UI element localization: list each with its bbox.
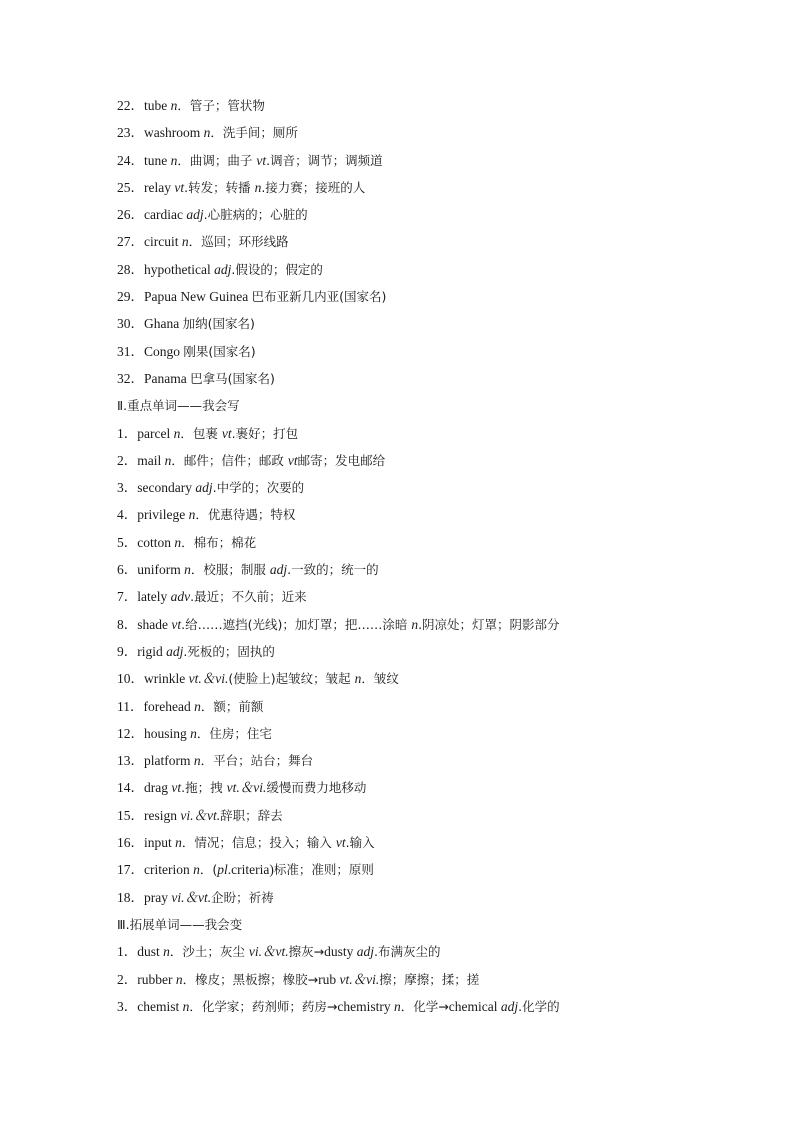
chinese-meaning: ．曲调；曲子 — [177, 152, 257, 168]
vocab-entry — [117, 720, 757, 747]
chinese-meaning: .阴凉处；灯罩；阴影部分 — [418, 616, 560, 632]
english-word: rub — [318, 971, 340, 987]
english-word: chemistry — [337, 998, 394, 1014]
vocab-entry — [117, 802, 757, 829]
chinese-meaning: . — [266, 152, 271, 168]
vocab-entry — [117, 174, 757, 201]
part-of-speech: adj — [269, 562, 288, 578]
english-word: dust — [137, 944, 164, 960]
part-of-speech: adj — [356, 944, 375, 960]
english-word: relay — [144, 179, 175, 195]
english-word: privilege — [137, 507, 189, 523]
vocab-entry — [117, 501, 757, 528]
entry-number: 18． — [117, 889, 144, 905]
chinese-meaning: .输入 — [345, 835, 375, 851]
part-of-speech: vt.＆vi. — [226, 780, 267, 796]
chinese-meaning: 擦灰→ — [288, 944, 325, 960]
vocab-entry — [117, 583, 757, 610]
english-word: drag — [144, 780, 172, 796]
part-of-speech: n — [181, 234, 189, 250]
chinese-meaning: ．平台；站台；舞台 — [200, 753, 314, 769]
part-of-speech: n — [182, 998, 190, 1014]
part-of-speech: n — [170, 98, 178, 113]
entry-number: 11． — [117, 698, 144, 714]
vocab-entry — [117, 856, 757, 883]
entry-number: 27． — [117, 234, 144, 250]
entry-number: 6． — [117, 562, 138, 578]
part-of-speech: vi.＆vt. — [180, 807, 221, 823]
part-of-speech: adj — [195, 480, 213, 496]
part-of-speech: n — [175, 971, 183, 987]
entry-number: 23． — [117, 125, 144, 141]
vocab-entry — [117, 884, 757, 911]
part-of-speech: vt — [287, 452, 298, 468]
english-word: rigid — [137, 643, 167, 659]
chinese-meaning: ．巡回；环形线路 — [188, 234, 289, 250]
english-word: secondary — [137, 480, 196, 496]
vocab-entry — [117, 774, 757, 801]
vocabulary-page — [117, 92, 757, 1020]
vocab-entry — [117, 447, 757, 474]
vocab-entry — [117, 283, 757, 310]
chinese-meaning: 擦；摩擦；揉；搓 — [379, 971, 480, 987]
part-of-speech: n — [393, 998, 401, 1014]
entry-number: 17． — [117, 862, 144, 878]
vocab-entry — [117, 829, 757, 856]
part-of-speech: vt — [335, 835, 346, 851]
chinese-meaning: 邮寄；发电邮给 — [297, 452, 386, 468]
chinese-meaning: 巴拿马(国家名) — [190, 370, 275, 386]
entry-number: 4． — [117, 507, 138, 523]
entry-number: 7． — [117, 589, 138, 605]
part-of-speech: n — [411, 616, 419, 632]
chinese-meaning: ．沙土；灰尘 — [169, 944, 249, 960]
vocab-entry — [117, 693, 757, 720]
part-of-speech: n — [163, 944, 170, 960]
vocab-entry — [117, 201, 757, 228]
chinese-meaning: ．优惠待遇；特权 — [195, 507, 296, 523]
english-word: Congo — [144, 343, 184, 359]
vocab-entry — [117, 966, 757, 993]
vocab-entry — [117, 147, 757, 174]
part-of-speech: n — [175, 835, 182, 851]
chinese-meaning: ．( — [199, 862, 218, 878]
entry-number: 30． — [117, 316, 144, 332]
part-of-speech: vt — [174, 179, 185, 195]
entry-number: 3． — [117, 998, 138, 1014]
english-word: Papua New Guinea — [144, 289, 252, 305]
english-word: hypothetical — [144, 261, 215, 277]
part-of-speech: adv — [170, 589, 191, 605]
english-word: chemical — [448, 998, 501, 1014]
part-of-speech: pl — [217, 862, 228, 878]
vocab-entry — [117, 365, 757, 392]
vocab-entry — [117, 665, 757, 692]
vocab-entry — [117, 611, 757, 638]
english-word: resign — [144, 807, 181, 823]
english-word: cardiac — [144, 207, 187, 223]
chinese-meaning: ．管子；管状物 — [177, 98, 265, 113]
part-of-speech: n — [173, 425, 181, 441]
entry-number: 16． — [117, 835, 144, 851]
entry-number: 32． — [117, 370, 144, 386]
chinese-meaning: 加纳(国家名) — [182, 316, 255, 332]
part-of-speech: n — [254, 179, 262, 195]
chinese-meaning: ．橡皮；黑板擦；橡胶→ — [182, 971, 319, 987]
part-of-speech: vi.＆vt. — [248, 944, 289, 960]
vocab-entry — [117, 228, 757, 255]
entry-number: 28． — [117, 261, 144, 277]
vocab-entry — [117, 92, 757, 119]
english-word: Panama — [144, 370, 191, 386]
vocab-entry — [117, 993, 757, 1020]
entry-number: 29． — [117, 289, 144, 305]
entry-number: 8． — [117, 616, 138, 632]
part-of-speech: vt — [171, 780, 182, 796]
vocab-entry — [117, 256, 757, 283]
entry-number: 22． — [117, 98, 144, 113]
part-of-speech: n — [194, 698, 201, 714]
english-word: input — [144, 835, 176, 851]
part-of-speech: n — [203, 125, 211, 141]
vocab-entry — [117, 556, 757, 583]
part-of-speech: vt — [256, 152, 267, 168]
chinese-meaning: ．额；前额 — [200, 698, 264, 714]
chinese-meaning: 辞职；辞去 — [220, 807, 283, 823]
entry-number: 10． — [117, 671, 144, 687]
chinese-meaning: .心脏病的；心脏的 — [203, 207, 308, 223]
part-of-speech: n — [170, 152, 178, 168]
entry-number: 13． — [117, 753, 144, 769]
english-word: cotton — [137, 534, 175, 550]
vocab-entry — [117, 747, 757, 774]
part-of-speech: n — [193, 862, 200, 878]
entry-number: 31． — [117, 343, 144, 359]
english-word: housing — [144, 725, 191, 741]
entry-number: 3． — [117, 480, 138, 496]
chinese-meaning: .转发；转播 — [184, 179, 255, 195]
english-word: wrinkle — [144, 671, 189, 687]
english-word: washroom — [144, 125, 204, 141]
chinese-meaning: 标准；准则；原则 — [273, 862, 374, 878]
part-of-speech: n — [184, 562, 191, 578]
chinese-meaning: .拖；拽 — [181, 780, 227, 796]
english-word: chemist — [137, 998, 183, 1014]
english-word: platform — [144, 753, 194, 769]
part-of-speech: n — [354, 671, 362, 687]
english-word: parcel — [137, 425, 174, 441]
entry-number: 2． — [117, 452, 138, 468]
entry-number: 24． — [117, 152, 144, 168]
chinese-meaning: .给……遮挡(光线)；加灯罩；把……涂暗 — [181, 616, 412, 632]
chinese-meaning: .中学的；次要的 — [212, 480, 305, 496]
vocab-entry — [117, 310, 757, 337]
entry-number: 1． — [117, 425, 138, 441]
english-word: .criteria) — [227, 862, 274, 878]
part-of-speech: n — [188, 507, 196, 523]
chinese-meaning: ．校服；制服 — [190, 562, 270, 578]
vocab-entry — [117, 529, 757, 556]
part-of-speech: vt.＆vi. — [188, 671, 229, 687]
chinese-meaning: 刚果(国家名) — [183, 343, 256, 359]
entry-number: 25． — [117, 179, 144, 195]
part-of-speech: adj — [500, 998, 519, 1014]
vocab-entry — [117, 338, 757, 365]
vocab-entry — [117, 420, 757, 447]
entry-number: 9． — [117, 643, 138, 659]
english-word: shade — [137, 616, 172, 632]
chinese-meaning: ．包裹 — [180, 425, 222, 441]
entry-number: 5． — [117, 534, 138, 550]
chinese-meaning: ．洗手间；厕所 — [210, 125, 298, 141]
section-heading: Ⅱ.重点单词——我会写 — [117, 398, 240, 414]
chinese-meaning: .一致的；统一的 — [287, 562, 379, 578]
chinese-meaning: .最近；不久前；近来 — [190, 589, 307, 605]
english-word: lately — [137, 589, 171, 605]
entry-number: 1． — [117, 944, 138, 960]
chinese-meaning: .化学的 — [518, 998, 560, 1014]
english-word: tune — [144, 152, 171, 168]
english-word: circuit — [144, 234, 182, 250]
english-word: tube — [144, 98, 171, 113]
part-of-speech: n — [193, 753, 201, 769]
chinese-meaning: .接力赛；接班的人 — [261, 179, 366, 195]
chinese-meaning: ．化学家；药剂师；药房→ — [189, 998, 338, 1014]
chinese-meaning: (使脸上)起皱纹；皱起 — [228, 671, 355, 687]
chinese-meaning: ．住房；住宅 — [196, 725, 272, 741]
part-of-speech: adj — [186, 207, 204, 223]
chinese-meaning: .死板的；固执的 — [183, 643, 275, 659]
chinese-meaning: .裹好；打包 — [231, 425, 299, 441]
chinese-meaning: ．棉布；棉花 — [181, 534, 257, 550]
english-word: mail — [137, 452, 165, 468]
chinese-meaning: 缓慢而费力地移动 — [266, 780, 367, 796]
part-of-speech: n — [190, 725, 197, 741]
vocab-entry — [117, 938, 757, 965]
chinese-meaning: ．邮件；信件；邮政 — [171, 452, 288, 468]
chinese-meaning: ．化学→ — [400, 998, 449, 1014]
entry-number: 26． — [117, 207, 144, 223]
chinese-meaning: ．情况；信息；投入；输入 — [181, 835, 336, 851]
part-of-speech: vi.＆vt. — [171, 889, 212, 905]
chinese-meaning: .布满灰尘的 — [374, 944, 441, 960]
chinese-meaning: .假设的；假定的 — [231, 261, 323, 277]
chinese-meaning: ．皱纹 — [361, 671, 399, 687]
vocab-entry — [117, 119, 757, 146]
entry-number: 15． — [117, 807, 144, 823]
chinese-meaning: 巴布亚新几内亚(国家名) — [251, 289, 387, 305]
part-of-speech: n — [164, 452, 172, 468]
part-of-speech: n — [174, 534, 182, 550]
vocab-entry — [117, 474, 757, 501]
english-word: forehead — [143, 698, 195, 714]
english-word: pray — [144, 889, 172, 905]
vocab-entry — [117, 638, 757, 665]
english-word: uniform — [137, 562, 185, 578]
english-word: Ghana — [144, 316, 183, 332]
chinese-meaning: 调音；调节；调频道 — [270, 152, 383, 168]
entry-number: 2． — [117, 971, 138, 987]
chinese-meaning: 企盼；祈祷 — [211, 889, 274, 905]
entry-number: 12． — [117, 725, 144, 741]
english-word: criterion — [144, 862, 194, 878]
part-of-speech: adj — [214, 261, 232, 277]
english-word: rubber — [137, 971, 176, 987]
english-word: dusty — [324, 944, 357, 960]
part-of-speech: adj — [166, 643, 184, 659]
part-of-speech: vt — [171, 616, 182, 632]
part-of-speech: vt.＆vi. — [339, 971, 380, 987]
entry-number: 14． — [117, 780, 144, 796]
section-heading: Ⅲ.拓展单词——我会变 — [117, 916, 243, 932]
part-of-speech: vt — [221, 425, 232, 441]
